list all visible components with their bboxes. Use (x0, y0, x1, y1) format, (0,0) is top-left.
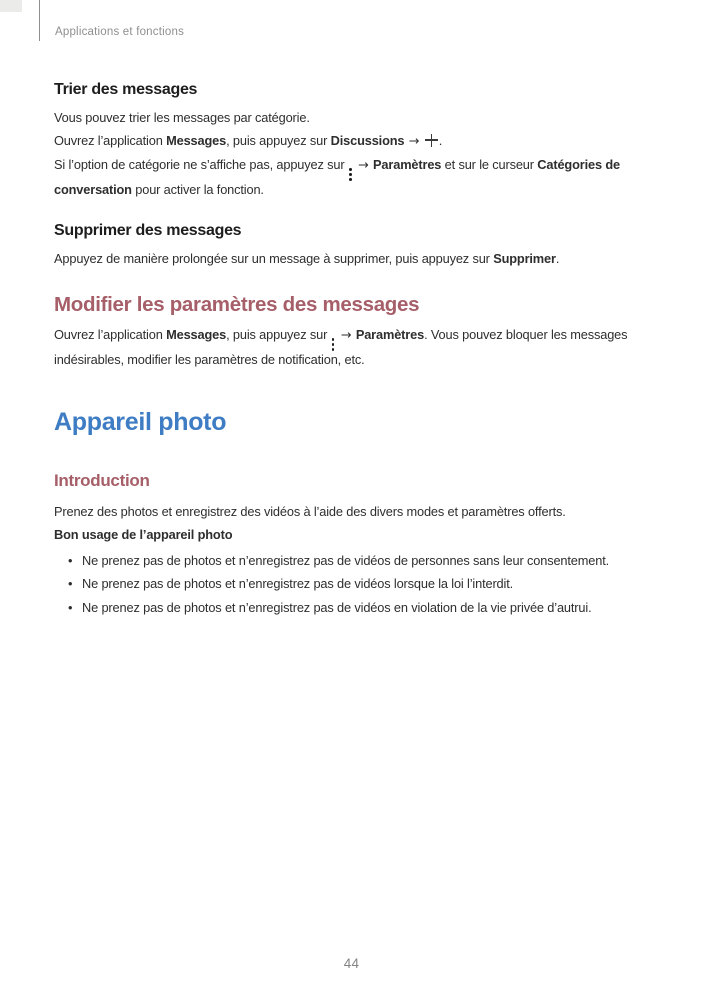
bullet-text (82, 599, 591, 617)
text-line (54, 351, 654, 369)
paragraph (54, 156, 654, 199)
text-segment: et sur le curseur (441, 157, 538, 172)
text-segment: Ne prenez pas de photos et n’enregistrez pas de vidéos lorsque la loi l’interdit. (82, 576, 514, 592)
plus-icon (425, 134, 438, 147)
arrow-icon: → (358, 158, 369, 173)
bullet-text (82, 552, 609, 570)
text-line (54, 250, 654, 268)
bullet-icon: • (68, 599, 73, 615)
text-line (54, 156, 654, 181)
page-corner-artifact (0, 0, 22, 12)
text-segment: Ne prenez pas de photos et n’enregistrez pas de vidéos en violation de la vie privée d’autrui. (82, 599, 592, 615)
text-segment: , puis appuyez sur (226, 133, 331, 148)
text-line (54, 132, 654, 151)
list-item (54, 552, 654, 570)
bullet-icon: • (68, 552, 73, 568)
text-segment: Ne prenez pas de photos et n’enregistrez pas de vidéos de personnes sans leur consentement. (82, 552, 610, 568)
text-segment: Si l’option de catégorie ne s’affiche pas, appuyez sur (54, 157, 348, 172)
list-item (54, 575, 654, 593)
dot (349, 178, 352, 181)
more-vertical-icon (332, 338, 335, 351)
bold-text: Paramètres (373, 157, 442, 172)
paragraph (54, 326, 654, 369)
bold-text: Messages (166, 326, 227, 342)
paragraph (54, 250, 654, 268)
paragraph (54, 503, 654, 521)
text-segment: . (438, 133, 443, 148)
doc-content (54, 0, 654, 617)
text-segment: pour activer la fonction. (131, 181, 264, 197)
chapter-appareil-photo: Appareil photo (54, 407, 227, 436)
bold-text: conversation (54, 181, 132, 197)
paragraph (54, 526, 654, 544)
section-supprimer-des-messages: Supprimer des messages (54, 221, 242, 239)
bullet-text (82, 575, 513, 593)
text-segment: . Vous pouvez bloquer les messages (424, 326, 628, 342)
bold-text: Bon usage de l’appareil photo (54, 526, 233, 542)
list-item (54, 599, 654, 617)
bullet-list (54, 552, 654, 617)
arrow-icon: → (408, 134, 420, 149)
more-vertical-icon (349, 168, 352, 181)
section-introduction: Introduction (54, 470, 150, 490)
section-trier-des-messages: Trier des messages (54, 81, 198, 98)
text-segment: indésirables, modifier les paramètres de notification, etc. (54, 351, 365, 367)
text-line (54, 181, 654, 199)
text-line (54, 109, 654, 127)
text-segment: Ouvrez l’application (54, 326, 167, 342)
paragraph (54, 109, 654, 127)
text-segment: , puis appuyez sur (226, 326, 331, 342)
bold-text: Discussions (330, 133, 405, 148)
dot (332, 338, 335, 341)
bullet-icon: • (68, 576, 73, 592)
arrow-icon: → (340, 327, 352, 343)
text-line (54, 326, 654, 351)
text-line (54, 503, 654, 521)
text-line (54, 526, 654, 544)
dot (349, 168, 352, 171)
header-rule (39, 0, 40, 41)
text-segment: . (555, 250, 560, 266)
bold-text: Catégories de (537, 157, 620, 172)
text-segment (420, 133, 423, 148)
breadcrumb: Applications et fonctions (55, 26, 185, 38)
text-segment: Vous pouvez trier les messages par catégorie. (54, 110, 310, 125)
text-segment: Prenez des photos et enregistrez des vidéos à l’aide des divers modes et paramètres offerts. (54, 503, 566, 519)
bold-text: Supprimer (493, 250, 556, 266)
paragraph (54, 132, 654, 151)
dot (349, 173, 352, 176)
text-segment: Ouvrez l’application (54, 133, 167, 148)
text-segment: Appuyez de manière prolongée sur un message à supprimer, puis appuyez sur (54, 250, 494, 266)
dot (332, 343, 335, 346)
bold-text: Paramètres (355, 326, 425, 342)
section-modifier-parametres: Modifier les paramètres des messages (54, 292, 420, 316)
page-number: 44 (343, 956, 360, 971)
bold-text: Messages (166, 133, 227, 148)
